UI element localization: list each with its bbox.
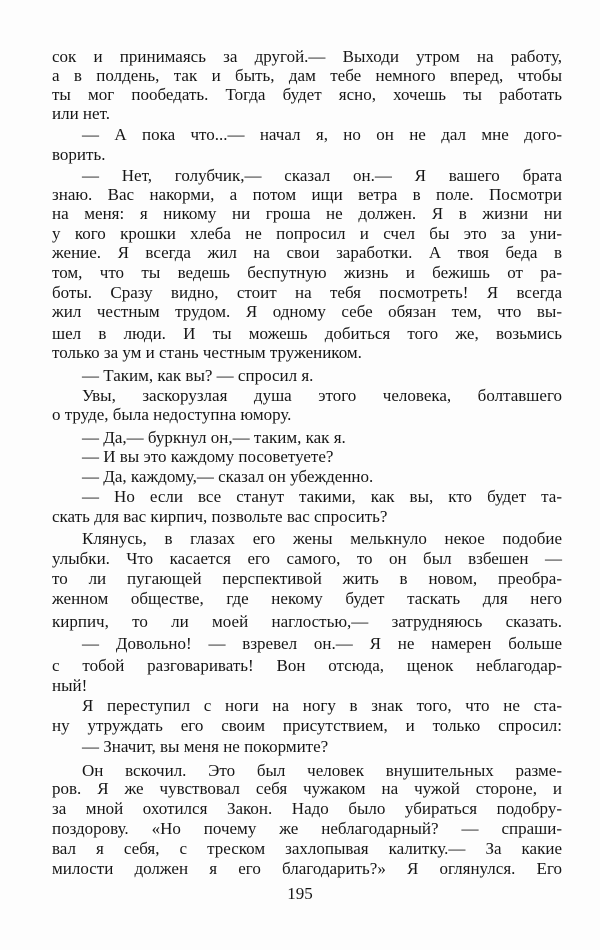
text-line: на меня: я никому ни гроша не должен. Я в жизни ни	[52, 204, 562, 223]
text-line: — Значит, вы меня не покормите?	[82, 737, 329, 756]
text-line: скать для вас кирпич, позвольте вас спросить?	[52, 507, 388, 526]
text-line: — Да, каждому,— сказал он убежденно.	[82, 467, 374, 486]
text-line: за мной охотился Закон. Надо было убираться подобру-	[52, 799, 562, 818]
text-line: поздорову. «Но почему же неблагодарный? — спраши-	[52, 819, 562, 838]
text-line: — Довольно! — взревел он.— Я не намерен больше	[82, 634, 562, 653]
text-line: жил честным трудом. Я одному себе обязан тем, что вы-	[52, 302, 562, 321]
text-line: или нет.	[52, 104, 110, 123]
text-line: — А пока что...— начал я, но он не дал мне дого-	[82, 125, 562, 144]
text-line: ный!	[52, 676, 88, 695]
text-line: кирпич, то ли моей наглостью,— затрудняюсь сказать.	[52, 612, 562, 631]
text-line: а в полдень, так и быть, дам тебе немного вперед, чтобы	[52, 66, 562, 85]
text-line: улыбки. Что касается его самого, то он был взбешен —	[52, 549, 562, 568]
text-line: о труде, была недоступна юмору.	[52, 405, 292, 424]
text-line: том, что ты ведешь беспутную жизнь и бежишь от ра-	[52, 263, 562, 282]
text-line: ворить.	[52, 145, 106, 164]
text-line: ну утруждать его своим присутствием, и только спросил:	[52, 716, 562, 735]
text-line: ты мог пообедать. Тогда будет ясно, хочешь ты работать	[52, 85, 562, 104]
text-line: ров. Я же чувствовал себя чужаком на чужой стороне, и	[52, 779, 562, 798]
text-line: Он вскочил. Это был человек внушительных разме-	[82, 761, 562, 780]
text-line: Я переступил с ноги на ногу в знак того, что не ста-	[82, 696, 562, 715]
text-line: с тобой разговаривать! Вон отсюда, щенок неблагодар-	[52, 656, 562, 675]
text-line: жение. Я всегда жил на свои заработки. А твоя беда в	[52, 243, 562, 262]
text-line: боты. Сразу видно, стоит на тебя посмотреть! Я всегда	[52, 283, 562, 302]
text-line: Увы, заскорузлая душа этого человека, болтавшего	[82, 386, 562, 405]
text-line: — Нет, голубчик,— сказал он.— Я вашего брата	[82, 166, 562, 185]
text-line: то ли пугающей перспективой жить в новом, преобра-	[52, 569, 562, 588]
text-line: у кого крошки хлеба не попросил и счел бы это за уни-	[52, 224, 562, 243]
text-line: сок и принимаясь за другой.— Выходи утром на работу,	[52, 47, 562, 66]
text-line: женном обществе, где некому будет таскать для него	[52, 589, 562, 608]
text-line: — Да,— буркнул он,— таким, как я.	[82, 428, 346, 447]
text-line: — Таким, как вы? — спросил я.	[82, 366, 314, 385]
text-line: только за ум и стань честным тружеником.	[52, 343, 362, 362]
text-line: — Но если все станут такими, как вы, кто будет та-	[82, 487, 562, 506]
page-number: 195	[287, 884, 313, 903]
text-line: знаю. Вас накорми, а потом ищи ветра в поле. Посмотри	[52, 185, 562, 204]
text-line: вал я себя, с треском захлопывая калитку.— За какие	[52, 839, 562, 858]
text-line: — И вы это каждому посоветуете?	[82, 447, 334, 466]
text-line: шел в люди. И ты можешь добиться того же, возьмись	[52, 324, 562, 343]
text-line: милости должен я его благодарить?» Я оглянулся. Его	[52, 859, 562, 878]
text-line: Клянусь, в глазах его жены мелькнуло некое подобие	[82, 529, 562, 548]
